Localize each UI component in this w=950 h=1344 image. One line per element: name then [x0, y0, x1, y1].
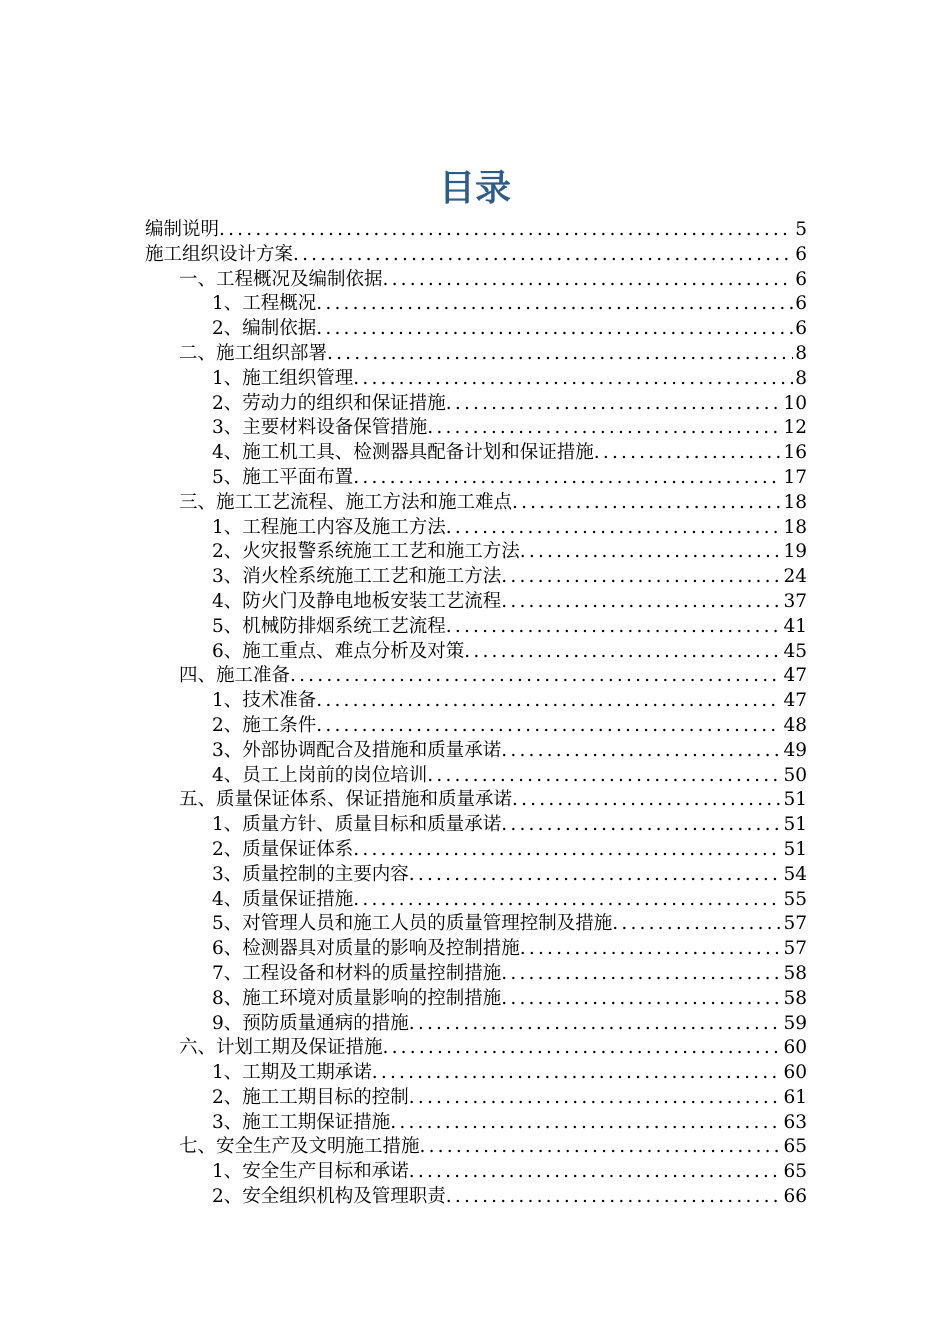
toc-entry-text: 4、防火门及静电地板安装工艺流程 [212, 590, 502, 612]
toc-entry[interactable] [145, 788, 807, 813]
toc-page-number: 55 [783, 888, 807, 910]
toc-entry[interactable] [145, 540, 807, 565]
toc-page-number: 12 [783, 417, 807, 439]
toc-page-number: 48 [783, 714, 807, 736]
toc-page-number: 41 [783, 615, 807, 637]
toc-page-number: 6 [795, 268, 807, 290]
toc-entry-text: 施工组织设计方案 [145, 243, 294, 265]
toc-entry[interactable] [145, 1036, 807, 1061]
toc-dot-leader [594, 441, 782, 466]
toc-entry[interactable] [145, 268, 807, 293]
toc-entry[interactable] [145, 1185, 807, 1210]
toc-page-number: 5 [795, 219, 807, 240]
toc-dot-leader [501, 565, 781, 590]
toc-entry[interactable] [145, 888, 807, 913]
toc-entry[interactable] [145, 863, 807, 888]
toc-dot-leader [353, 888, 781, 913]
toc-entry-text: 4、施工机工具、检测器具配备计划和保证措施 [212, 442, 594, 464]
table-of-contents [145, 218, 807, 1210]
toc-entry-text: 编制说明 [145, 219, 220, 240]
toc-entry[interactable] [145, 491, 807, 516]
toc-dot-leader [464, 640, 781, 665]
page-title: 目录 [438, 167, 511, 209]
toc-entry-text: 七、安全生产及文明施工措施 [179, 1136, 420, 1158]
toc-dot-leader [420, 1135, 782, 1160]
toc-dot-leader [327, 342, 793, 367]
toc-entry-text: 2、编制依据 [212, 318, 317, 340]
toc-dot-leader [427, 416, 781, 441]
toc-entry[interactable] [145, 466, 807, 491]
toc-dot-leader [353, 466, 781, 491]
toc-page-number: 61 [783, 1086, 807, 1108]
toc-page-number: 51 [783, 814, 807, 836]
toc-entry-text: 5、对管理人员和施工人员的质量管理控制及措施 [212, 913, 613, 935]
toc-entry[interactable] [145, 1160, 807, 1185]
toc-dot-leader [501, 739, 781, 764]
toc-page-number: 17 [783, 466, 807, 488]
toc-entry[interactable] [145, 243, 807, 268]
toc-page-number: 6 [795, 243, 807, 265]
toc-page-number: 16 [783, 442, 807, 464]
toc-page-number: 19 [783, 541, 807, 563]
toc-entry-text: 1、工程概况 [212, 293, 317, 315]
toc-entry-text: 4、员工上岗前的岗位培训 [212, 764, 428, 786]
toc-dot-leader [390, 1111, 781, 1136]
toc-page-number: 51 [783, 838, 807, 860]
toc-dot-leader [353, 838, 781, 863]
toc-entry[interactable] [145, 218, 807, 243]
toc-entry[interactable] [145, 565, 807, 590]
toc-entry-text: 四、施工准备 [179, 665, 291, 687]
toc-entry-text: 3、施工工期保证措施 [212, 1111, 391, 1133]
toc-entry-text: 二、施工组织部署 [179, 342, 328, 364]
toc-dot-leader [512, 491, 781, 516]
toc-entry-text: 2、劳动力的组织和保证措施 [212, 392, 446, 414]
toc-dot-leader [446, 516, 782, 541]
toc-dot-leader [383, 1036, 782, 1061]
toc-entry-text: 五、质量保证体系、保证措施和质量承诺 [179, 789, 513, 811]
toc-entry-text: 1、工期及工期承诺 [212, 1062, 372, 1084]
toc-dot-leader [409, 1086, 782, 1111]
toc-entry-text: 8、施工环境对质量影响的控制措施 [212, 987, 502, 1009]
toc-entry-text: 1、质量方针、质量目标和质量承诺 [212, 814, 502, 836]
toc-dot-leader [290, 664, 781, 689]
toc-entry[interactable] [145, 714, 807, 739]
toc-dot-leader [316, 689, 781, 714]
toc-entry-text: 6、施工重点、难点分析及对策 [212, 640, 465, 662]
toc-page-number: 18 [783, 491, 807, 513]
toc-dot-leader [316, 292, 793, 317]
toc-entry-text: 5、机械防排烟系统工艺流程 [212, 615, 446, 637]
toc-entry[interactable] [145, 317, 807, 342]
toc-dot-leader [520, 937, 782, 962]
toc-entry-text: 一、工程概况及编制依据 [179, 268, 383, 290]
toc-page-number: 8 [795, 367, 807, 389]
toc-entry[interactable] [145, 689, 807, 714]
toc-dot-leader [512, 788, 781, 813]
toc-entry-text: 1、工程施工内容及施工方法 [212, 516, 446, 538]
toc-entry-text: 6、检测器具对质量的影响及控制措施 [212, 938, 520, 960]
toc-entry-text: 2、安全组织机构及管理职责 [212, 1186, 446, 1208]
toc-entry[interactable] [145, 615, 807, 640]
toc-page-number: 49 [783, 739, 807, 761]
toc-page-number: 54 [783, 863, 807, 885]
toc-entry[interactable] [145, 962, 807, 987]
toc-page-number: 6 [795, 318, 807, 340]
toc-page-number: 66 [783, 1186, 807, 1208]
toc-entry-text: 2、质量保证体系 [212, 838, 354, 860]
toc-dot-leader [520, 540, 782, 565]
toc-page-number: 65 [783, 1136, 807, 1158]
toc-entry[interactable] [145, 813, 807, 838]
toc-entry-text: 5、施工平面布置 [212, 466, 354, 488]
toc-page-number: 47 [783, 690, 807, 712]
toc-page-number: 6 [795, 293, 807, 315]
toc-page-number: 58 [783, 962, 807, 984]
toc-entry-text: 1、施工组织管理 [212, 367, 354, 389]
toc-entry[interactable] [145, 838, 807, 863]
toc-entry[interactable] [145, 1086, 807, 1111]
toc-entry-text: 3、主要材料设备保管措施 [212, 417, 428, 439]
toc-entry[interactable] [145, 367, 807, 392]
toc-entry[interactable] [145, 912, 807, 937]
toc-dot-leader [501, 987, 781, 1012]
toc-entry-text: 7、工程设备和材料的质量控制措施 [212, 962, 502, 984]
toc-dot-leader [501, 962, 781, 987]
toc-page-number: 10 [783, 392, 807, 414]
toc-page-number: 47 [783, 665, 807, 687]
toc-dot-leader [501, 590, 781, 615]
toc-entry[interactable] [145, 987, 807, 1012]
toc-page-number: 60 [783, 1062, 807, 1084]
toc-dot-leader [316, 317, 793, 342]
toc-dot-leader [316, 714, 781, 739]
toc-page-number: 18 [783, 516, 807, 538]
toc-entry[interactable] [145, 664, 807, 689]
toc-dot-leader [446, 392, 782, 417]
toc-dot-leader [612, 912, 781, 937]
toc-page-number: 45 [783, 640, 807, 662]
toc-dot-leader [446, 1185, 782, 1210]
toc-entry[interactable] [145, 1135, 807, 1160]
toc-page-number: 58 [783, 987, 807, 1009]
toc-entry[interactable] [145, 739, 807, 764]
toc-dot-leader [219, 218, 793, 243]
toc-page-number: 24 [783, 566, 807, 588]
toc-dot-leader [409, 863, 782, 888]
toc-entry-text: 4、质量保证措施 [212, 888, 354, 910]
toc-entry-text: 三、施工工艺流程、施工方法和施工难点 [179, 491, 513, 513]
toc-dot-leader [383, 268, 794, 293]
toc-page-number: 57 [783, 913, 807, 935]
toc-entry[interactable] [145, 937, 807, 962]
toc-entry[interactable] [145, 1061, 807, 1086]
toc-page-number: 51 [783, 789, 807, 811]
toc-dot-leader [409, 1160, 782, 1185]
toc-dot-leader [446, 615, 782, 640]
toc-dot-leader [372, 1061, 782, 1086]
toc-entry-text: 2、火灾报警系统施工工艺和施工方法 [212, 541, 520, 563]
toc-entry-text: 1、安全生产目标和承诺 [212, 1161, 409, 1183]
toc-entry-text: 3、质量控制的主要内容 [212, 863, 409, 885]
toc-entry[interactable] [145, 640, 807, 665]
toc-entry[interactable] [145, 1012, 807, 1037]
toc-entry[interactable] [145, 416, 807, 441]
toc-entry-text: 9、预防质量通病的措施 [212, 1012, 409, 1034]
toc-page-number: 50 [783, 764, 807, 786]
toc-entry-text: 1、技术准备 [212, 690, 317, 712]
toc-dot-leader [293, 243, 793, 268]
toc-dot-leader [409, 1012, 782, 1037]
toc-entry[interactable] [145, 392, 807, 417]
toc-entry[interactable] [145, 292, 807, 317]
toc-page-number: 65 [783, 1161, 807, 1183]
toc-entry[interactable] [145, 516, 807, 541]
toc-page-number: 57 [783, 938, 807, 960]
toc-dot-leader [353, 367, 793, 392]
toc-page-number: 59 [783, 1012, 807, 1034]
toc-entry[interactable] [145, 590, 807, 615]
toc-entry-text: 2、施工工期目标的控制 [212, 1086, 409, 1108]
toc-entry[interactable] [145, 764, 807, 789]
toc-page-number: 63 [783, 1111, 807, 1133]
toc-page-number: 60 [783, 1037, 807, 1059]
toc-entry-text: 3、外部协调配合及措施和质量承诺 [212, 739, 502, 761]
toc-entry-text: 六、计划工期及保证措施 [179, 1037, 383, 1059]
toc-page-number: 37 [783, 590, 807, 612]
toc-dot-leader [427, 764, 781, 789]
toc-dot-leader [501, 813, 781, 838]
toc-entry-text: 2、施工条件 [212, 714, 317, 736]
toc-page-number: 8 [795, 342, 807, 364]
toc-entry[interactable] [145, 342, 807, 367]
toc-entry[interactable] [145, 1111, 807, 1136]
toc-entry[interactable] [145, 441, 807, 466]
toc-entry-text: 3、消火栓系统施工工艺和施工方法 [212, 566, 502, 588]
